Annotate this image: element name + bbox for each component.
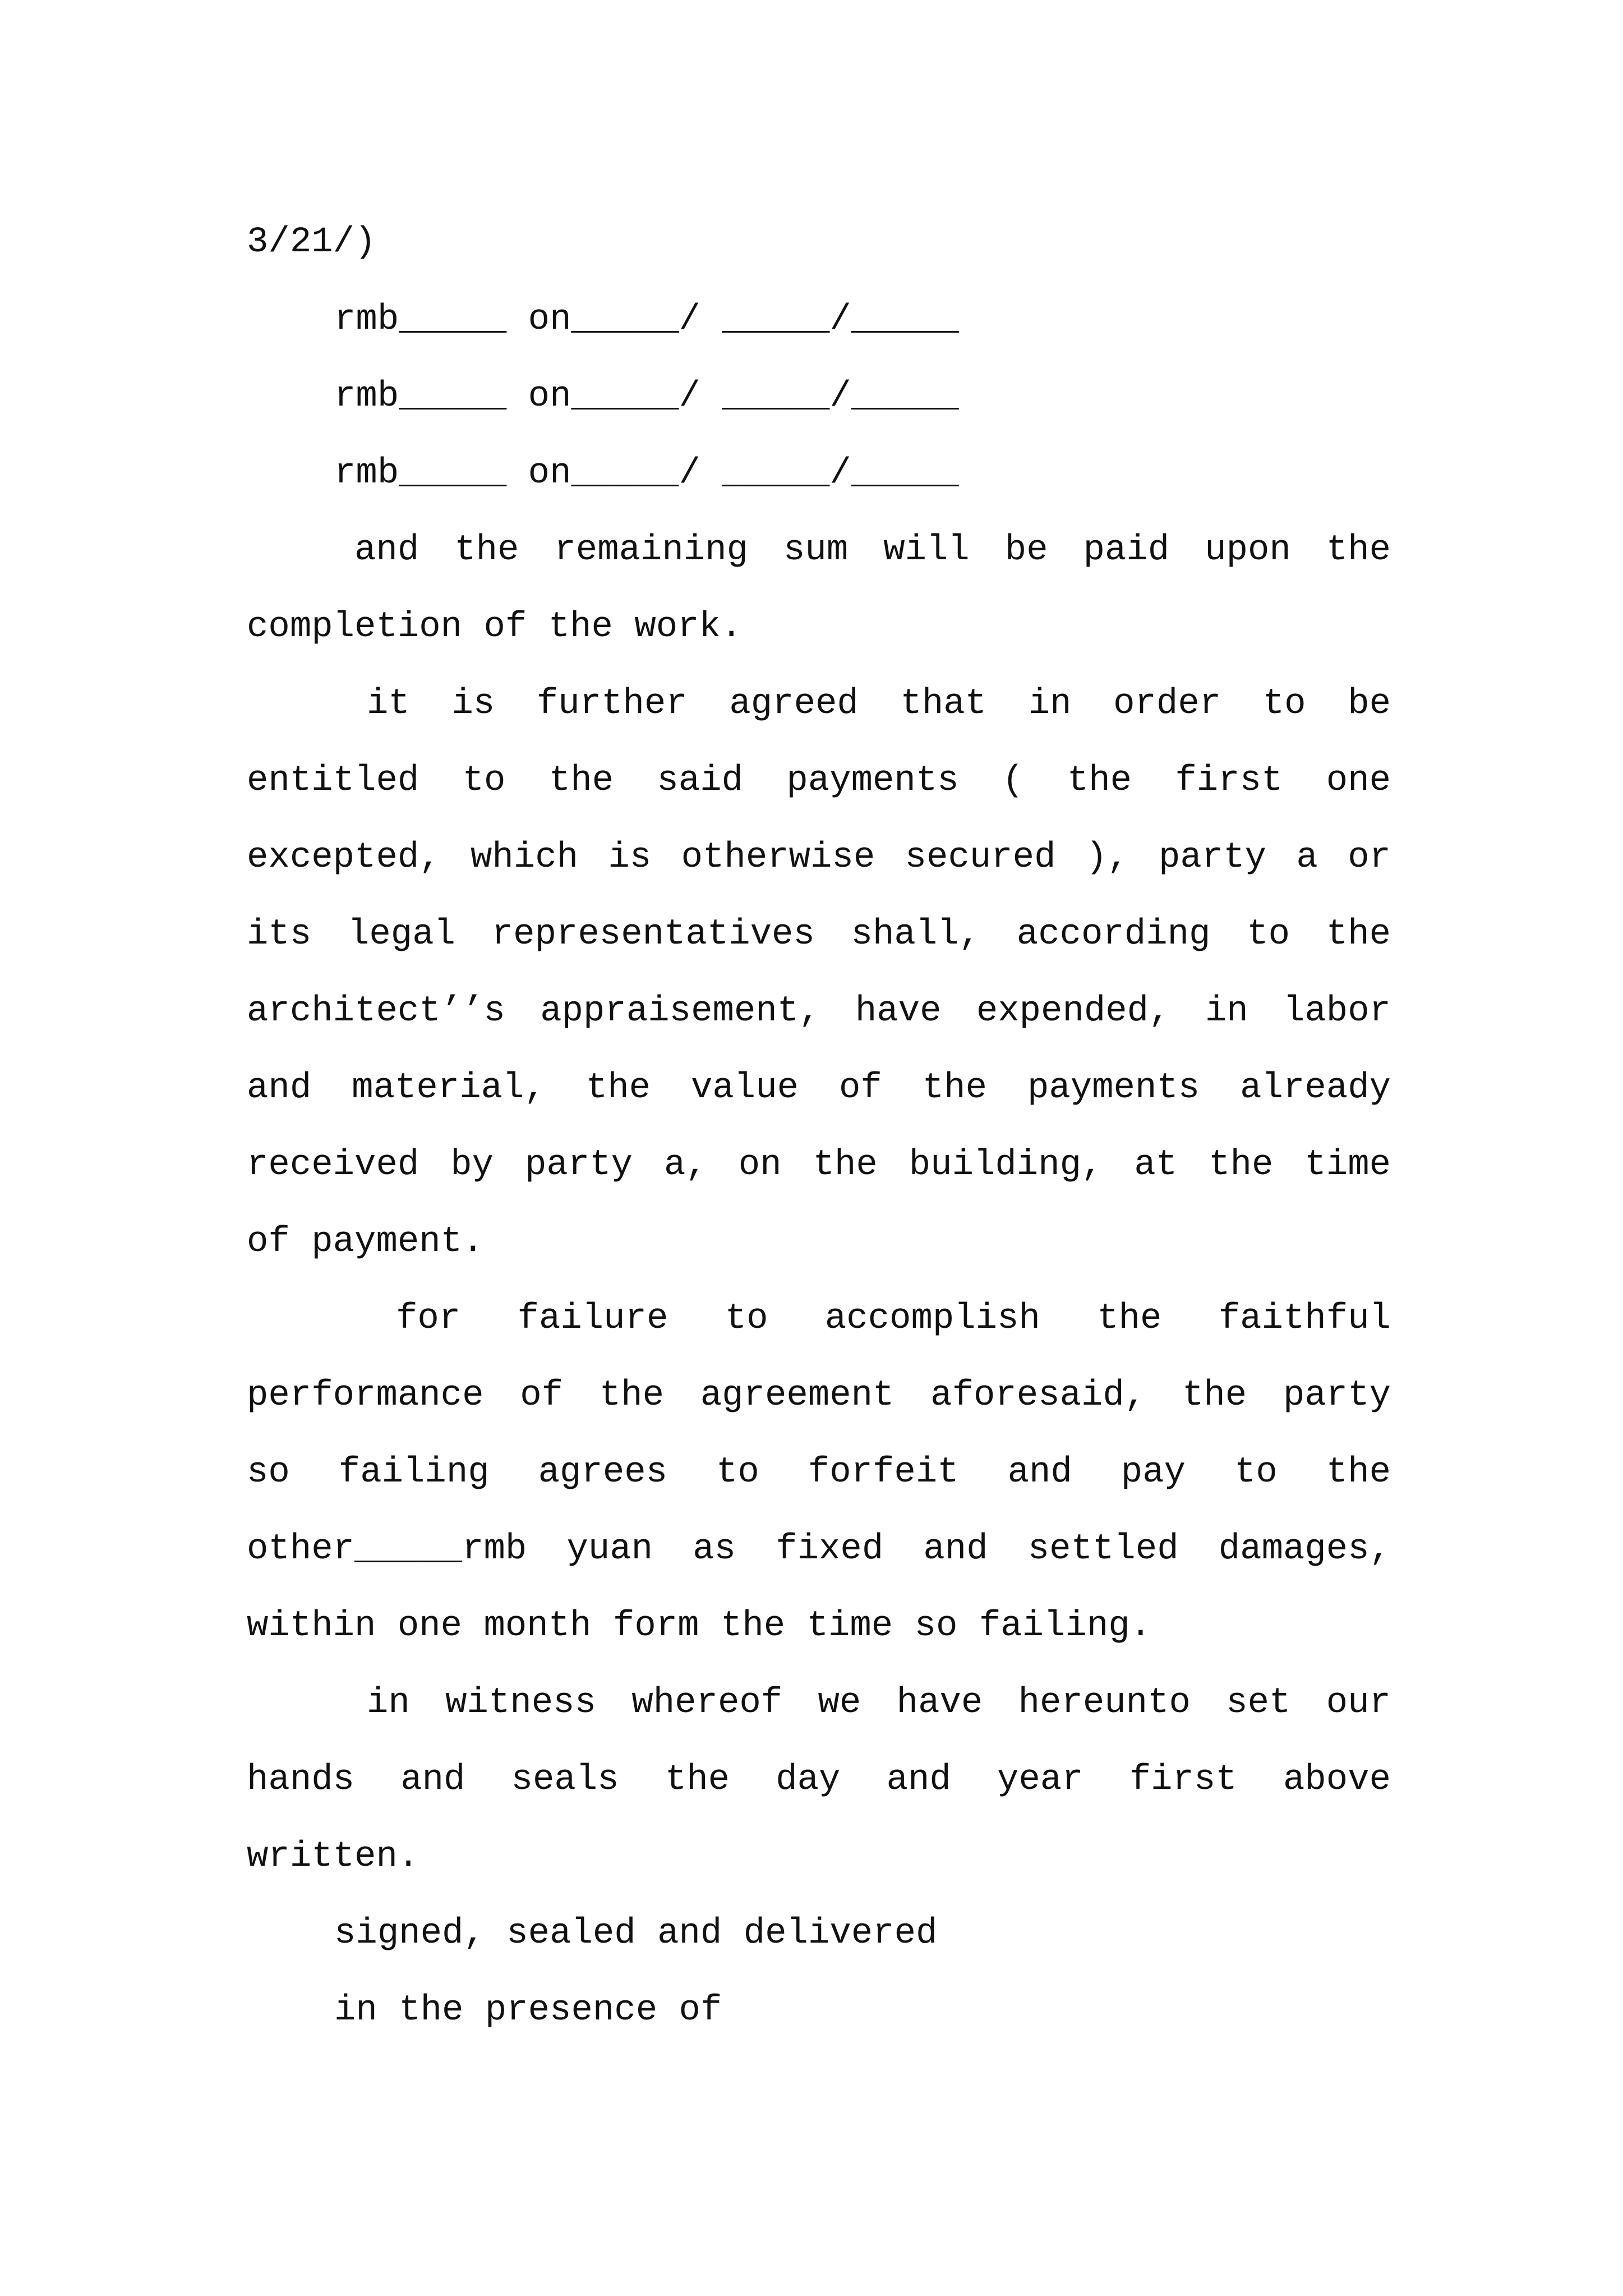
- paragraph-line: entitled to the said payments ( the first one: [247, 761, 1391, 801]
- paragraph-line: so failing agrees to forfeit and pay to the: [247, 1452, 1391, 1493]
- paragraph-line: it is further agreed that in order to be: [367, 684, 1391, 724]
- paragraph-line: completion of the work.: [247, 607, 743, 647]
- paragraph-line: excepted, which is otherwise secured ), party a or: [247, 838, 1391, 878]
- paragraph-line: of payment.: [247, 1222, 484, 1262]
- paragraph-line: its legal representatives shall, according to the: [247, 914, 1391, 955]
- paragraph-line: hands and seals the day and year first above: [247, 1760, 1391, 1800]
- paragraph-line: other_____rmb yuan as fixed and settled damages,: [247, 1529, 1391, 1570]
- paragraph-line: and material, the value of the payments already: [247, 1068, 1391, 1108]
- page-ref: 3/21/): [247, 222, 376, 263]
- paragraph-line: received by party a, on the building, at the time: [247, 1145, 1391, 1185]
- paragraph-line: within one month form the time so failing.: [247, 1606, 1152, 1646]
- payment-line-3: rmb_____ on_____/ _____/_____: [334, 453, 959, 494]
- signature-clause: in the presence of: [334, 1990, 722, 2031]
- paragraph-line: written.: [247, 1837, 419, 1877]
- signature-clause: signed, sealed and delivered: [334, 1913, 938, 1954]
- payment-line-2: rmb_____ on_____/ _____/_____: [334, 376, 959, 417]
- paragraph-line: and the remaining sum will be paid upon the: [354, 530, 1391, 570]
- paragraph-line: architect’’s appraisement, have expended, in labor: [247, 991, 1391, 1032]
- payment-line-1: rmb_____ on_____/ _____/_____: [334, 300, 959, 340]
- paragraph-line: performance of the agreement aforesaid, the party: [247, 1375, 1391, 1416]
- paragraph-line: in witness whereof we have hereunto set our: [367, 1683, 1391, 1723]
- paragraph-line: for failure to accomplish the faithful: [396, 1299, 1391, 1339]
